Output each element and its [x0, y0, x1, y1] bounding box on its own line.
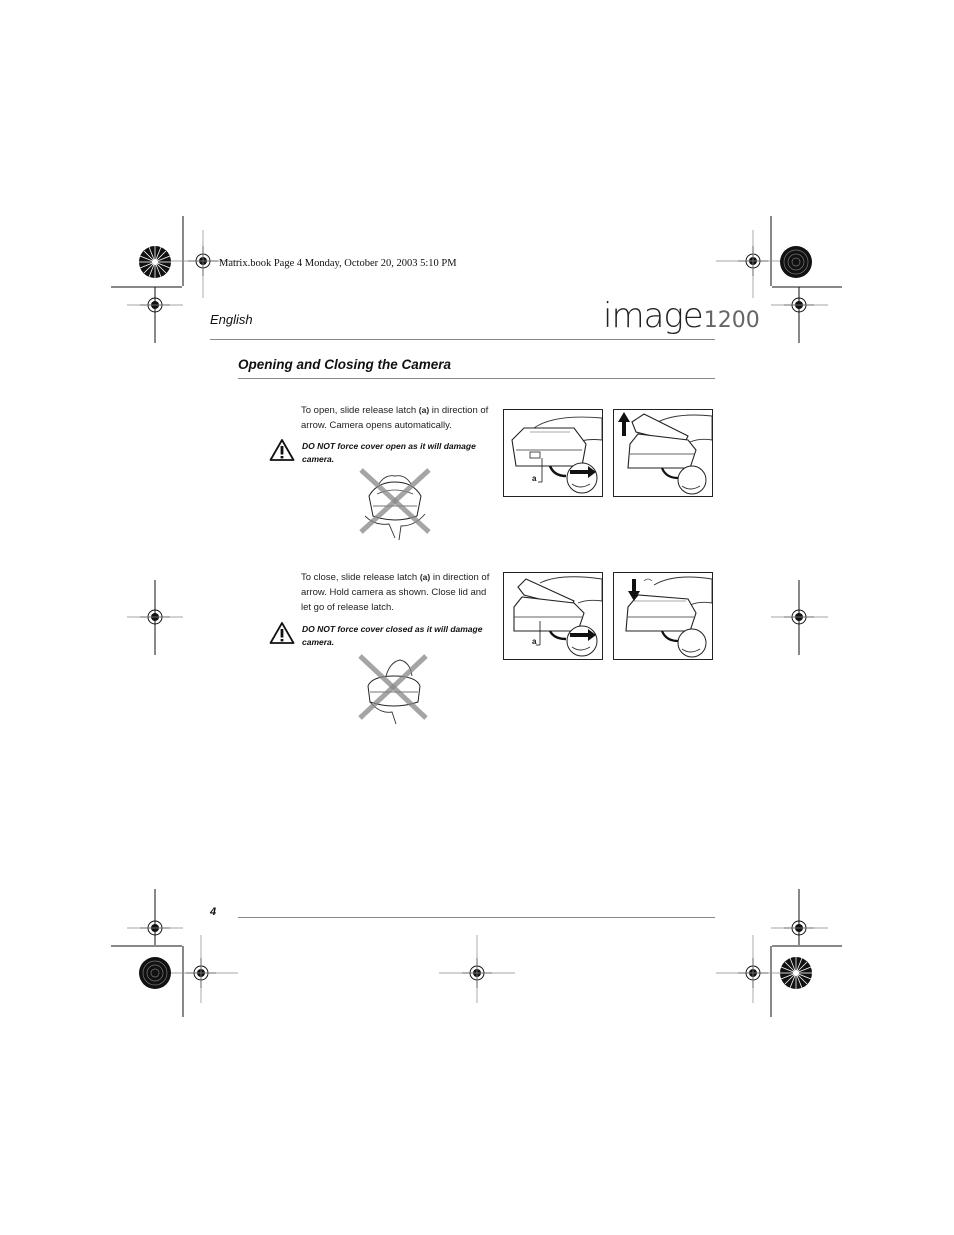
- starburst-target-icon: [779, 956, 813, 990]
- open-warning: [302, 440, 492, 466]
- open-callout-a: a: [532, 474, 537, 483]
- page-number: 4: [210, 906, 217, 918]
- brand-number: 1200: [703, 308, 760, 333]
- slug-line: Matrix.book Page 4 Monday, October 20, 2003 5:10 PM: [219, 258, 457, 269]
- close-step-figure-1: [503, 572, 603, 660]
- close-step-figure-2: [613, 572, 713, 660]
- close-text-after: in direction of arrow. Hold camera as shown. Close lid and let go of release latch.: [301, 572, 490, 613]
- footer-rule: [238, 917, 715, 918]
- starburst-target-icon: [779, 245, 813, 279]
- open-text-before: To open, slide release latch: [301, 405, 419, 416]
- open-warning-rest: force cover open as it will damage camera.: [302, 441, 476, 464]
- prohibited-force-open-illustration: [355, 466, 435, 542]
- close-instruction: [301, 570, 491, 615]
- open-text-after: in direction of arrow. Camera opens automatically.: [301, 405, 489, 431]
- open-latch-label: (a): [418, 405, 430, 415]
- close-latch-label: (a): [419, 572, 431, 582]
- starburst-target-icon: [138, 956, 172, 990]
- close-text-before: To close, slide release latch: [301, 572, 420, 583]
- close-callout-a: a: [532, 637, 537, 646]
- prohibited-force-closed-illustration: [356, 652, 430, 726]
- open-warning-lead: DO NOT: [302, 441, 336, 451]
- open-instruction: [301, 403, 491, 433]
- close-warning: [302, 623, 494, 649]
- header-rule: [210, 339, 715, 340]
- section-title: Opening and Closing the Camera: [238, 357, 452, 372]
- brand-logo: [603, 296, 760, 336]
- warning-triangle-icon: [269, 621, 295, 645]
- starburst-target-icon: [138, 245, 172, 279]
- warning-triangle-icon: [269, 438, 295, 462]
- open-step-figure-2: [613, 409, 713, 497]
- close-warning-lead: DO NOT: [302, 624, 336, 634]
- section-title-rule: [238, 378, 715, 379]
- language-label: English: [210, 312, 253, 327]
- close-warning-rest: force cover closed as it will damage camera.: [302, 624, 483, 647]
- open-step-figure-1: [503, 409, 603, 497]
- brand-word: image: [603, 296, 703, 336]
